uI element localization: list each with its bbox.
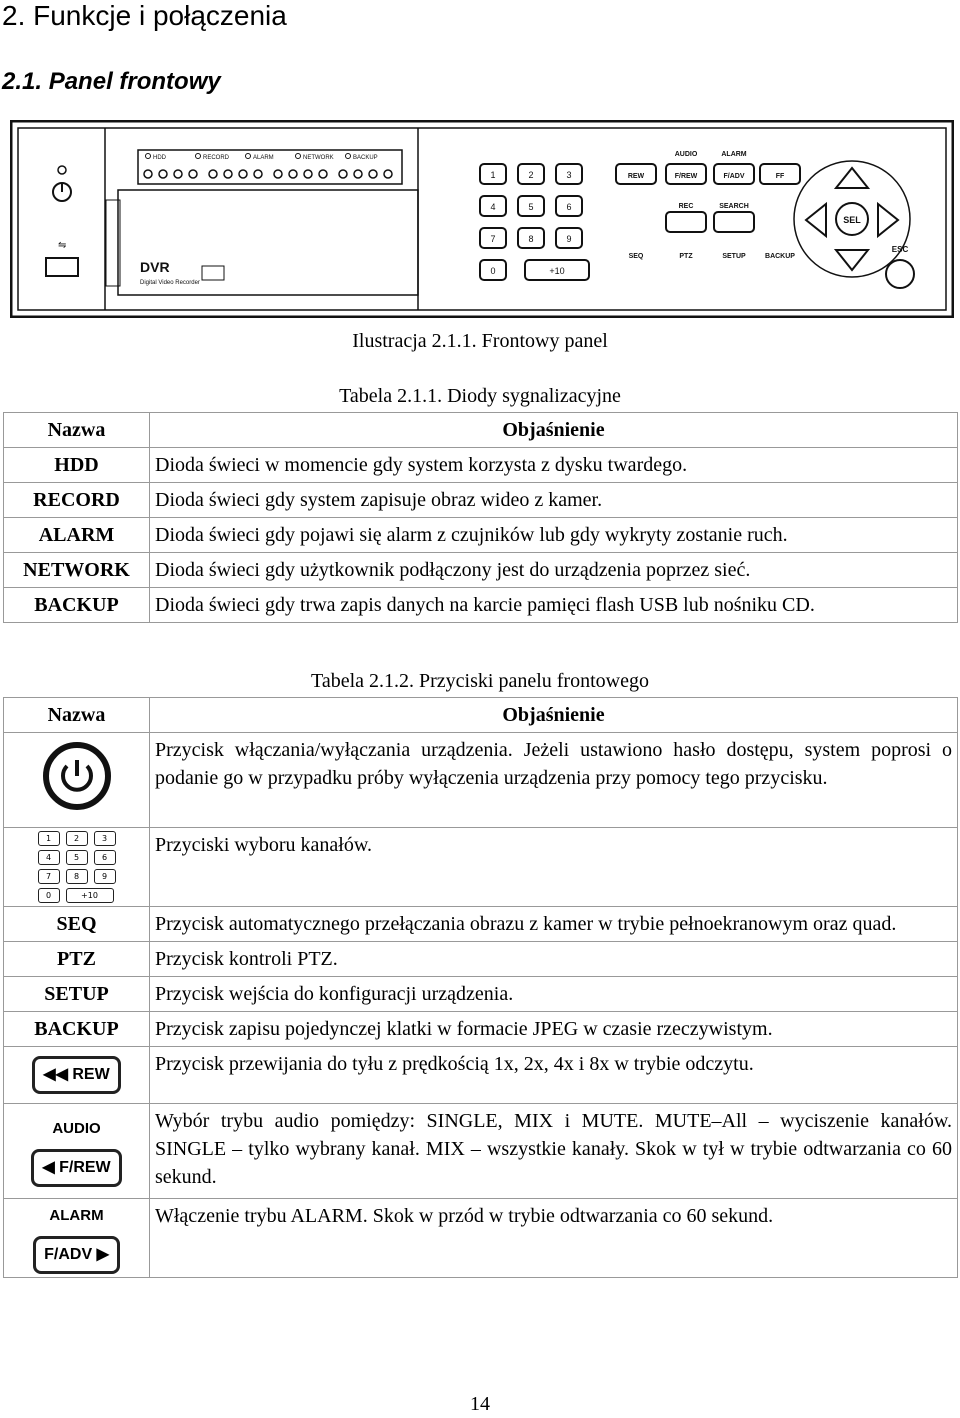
row-desc: Dioda świeci gdy użytkownik podłączony jest do urządzenia poprzez sieć. bbox=[150, 553, 958, 588]
channel-key-label: 7 bbox=[490, 234, 496, 244]
channel-key-label: 8 bbox=[528, 234, 534, 244]
frew-label: F/REW bbox=[59, 1159, 111, 1176]
table-row bbox=[4, 1199, 958, 1278]
alarm-cell bbox=[4, 1199, 150, 1278]
row-desc: Przycisk zapisu pojedynczej klatki w formacie JPEG w czasie rzeczywistym. bbox=[150, 1012, 958, 1047]
fadv-label: F/ADV bbox=[44, 1246, 93, 1263]
audio-cell bbox=[4, 1104, 150, 1199]
table-row bbox=[4, 483, 958, 518]
row-desc: Włączenie trybu ALARM. Skok w przód w trybie odtwarzania co 60 sekund. bbox=[150, 1199, 958, 1278]
table-header-row bbox=[4, 698, 958, 733]
channel-key-label: 2 bbox=[528, 170, 534, 180]
keypad-key: +10 bbox=[66, 888, 114, 903]
svg-text:DVR: DVR bbox=[140, 259, 170, 275]
function-key-label: PTZ bbox=[679, 253, 693, 260]
channel-key-label: 6 bbox=[566, 202, 572, 212]
illustration-caption: Ilustracja 2.1.1. Frontowy panel bbox=[352, 330, 608, 352]
table-row bbox=[4, 1104, 958, 1199]
row-name: HDD bbox=[4, 448, 150, 483]
led-label: ALARM bbox=[253, 155, 274, 161]
row-desc: Dioda świeci gdy system zapisuje obraz wideo z kamer. bbox=[150, 483, 958, 518]
keypad-key: 8 bbox=[66, 869, 88, 884]
alarm-top-label: ALARM bbox=[721, 151, 747, 158]
rew-cell bbox=[4, 1047, 150, 1104]
svg-text:⇋: ⇋ bbox=[58, 240, 67, 251]
table1-caption: Tabela 2.1.1. Diody sygnalizacyjne bbox=[339, 385, 621, 407]
function-key-label: SEQ bbox=[628, 253, 644, 260]
front-panel-drawing bbox=[10, 120, 954, 318]
row-desc: Wybór trybu audio pomiędzy: SINGLE, MIX i MUTE. MUTE–All – wyciszenie kanałów. SINGLE – tylko wybrany kanał. MIX – wszystkie kanały. Skok w tył w trybie odtwarzania co 60 sekund. bbox=[150, 1104, 958, 1199]
row-desc: Przycisk kontroli PTZ. bbox=[150, 942, 958, 977]
function-key-label: F/ADV bbox=[723, 173, 745, 180]
audio-top-label: AUDIO bbox=[674, 151, 698, 158]
function-key-label: REW bbox=[627, 173, 645, 180]
buttons-table bbox=[3, 697, 958, 1278]
table-row bbox=[4, 828, 958, 907]
function-key bbox=[666, 212, 706, 232]
table-header-row bbox=[4, 413, 958, 448]
page-number: 14 bbox=[470, 1393, 490, 1415]
row-name: BACKUP bbox=[4, 1012, 150, 1047]
keypad-key: 1 bbox=[38, 831, 60, 846]
audio-label: AUDIO bbox=[52, 1120, 101, 1137]
led-label: RECORD bbox=[203, 155, 230, 161]
section-heading: 2.1. Panel frontowy bbox=[2, 68, 221, 95]
front-panel-illustration bbox=[10, 120, 954, 318]
led-table bbox=[3, 412, 958, 623]
row-desc: Przycisk przewijania do tyłu z prędkością 1x, 2x, 4x i 8x w trybie odczytu. bbox=[150, 1047, 958, 1104]
row-desc: Przyciski wyboru kanałów. bbox=[150, 828, 958, 907]
row-desc: Przycisk automatycznego przełączania obrazu z kamer w trybie pełnoekranowym oraz quad. bbox=[150, 907, 958, 942]
row-desc: Dioda świeci gdy trwa zapis danych na karcie pamięci flash USB lub nośniku CD. bbox=[150, 588, 958, 623]
table-row bbox=[4, 907, 958, 942]
table-row bbox=[4, 588, 958, 623]
svg-text:SEL: SEL bbox=[843, 215, 861, 225]
keypad-key: 9 bbox=[94, 869, 116, 884]
channel-key-label: 1 bbox=[490, 170, 496, 180]
row-name: RECORD bbox=[4, 483, 150, 518]
keypad-key: 0 bbox=[38, 888, 60, 903]
rew-button-icon: ◀◀ REW bbox=[32, 1056, 120, 1094]
row-name: SEQ bbox=[4, 907, 150, 942]
header-name: Nazwa bbox=[4, 698, 150, 733]
led-label: NETWORK bbox=[303, 155, 334, 161]
power-button-icon bbox=[42, 741, 112, 811]
led-label: HDD bbox=[153, 155, 166, 161]
header-desc: Objaśnienie bbox=[150, 413, 958, 448]
led-label: BACKUP bbox=[353, 155, 378, 161]
row-name: ALARM bbox=[4, 518, 150, 553]
channel-key-label: 9 bbox=[566, 234, 572, 244]
row-desc: Przycisk wejścia do konfiguracji urządzenia. bbox=[150, 977, 958, 1012]
table-row bbox=[4, 1012, 958, 1047]
function-key-label: REC bbox=[678, 203, 694, 210]
channel-key-label: 0 bbox=[490, 266, 496, 276]
power-button-cell bbox=[4, 733, 150, 828]
header-desc: Objaśnienie bbox=[150, 698, 958, 733]
function-key-label: SEARCH bbox=[719, 203, 749, 210]
row-name: BACKUP bbox=[4, 588, 150, 623]
row-name: NETWORK bbox=[4, 553, 150, 588]
row-name: PTZ bbox=[4, 942, 150, 977]
svg-text:Digital Video Recorder: Digital Video Recorder bbox=[140, 280, 200, 286]
function-key-label: F/REW bbox=[674, 173, 698, 180]
keypad-cell bbox=[4, 828, 150, 907]
keypad-key: 3 bbox=[94, 831, 116, 846]
function-key bbox=[714, 212, 754, 232]
table2-caption: Tabela 2.1.2. Przyciski panelu frontowego bbox=[311, 670, 649, 692]
table-row bbox=[4, 518, 958, 553]
channel-key-label: +10 bbox=[549, 266, 565, 276]
navigation-pad bbox=[794, 161, 910, 277]
keypad-key: 4 bbox=[38, 850, 60, 865]
svg-text:ESC: ESC bbox=[891, 245, 909, 254]
row-desc: Dioda świeci gdy pojawi się alarm z czujników lub gdy wykryty zostanie ruch. bbox=[150, 518, 958, 553]
keypad-key: 7 bbox=[38, 869, 60, 884]
page-heading: 2. Funkcje i połączenia bbox=[2, 0, 287, 31]
fadv-button-icon: F/ADV ▶ bbox=[33, 1236, 120, 1274]
header-name: Nazwa bbox=[4, 413, 150, 448]
table-row bbox=[4, 942, 958, 977]
table-row bbox=[4, 977, 958, 1012]
keypad-key: 6 bbox=[94, 850, 116, 865]
rew-label: REW bbox=[72, 1066, 110, 1083]
alarm-label: ALARM bbox=[49, 1207, 104, 1224]
frew-button-icon: ◀ F/REW bbox=[31, 1149, 121, 1187]
row-desc: Dioda świeci w momencie gdy system korzysta z dysku twardego. bbox=[150, 448, 958, 483]
channel-key-label: 3 bbox=[566, 170, 572, 180]
table-row bbox=[4, 1047, 958, 1104]
row-desc: Przycisk włączania/wyłączania urządzenia. Jeżeli ustawiono hasło dostępu, system poprosi o podanie go w przypadku próby wyłączenia urządzenia przy pomocy tego przycisku. bbox=[150, 733, 958, 828]
table-row bbox=[4, 553, 958, 588]
channel-key-label: 5 bbox=[528, 202, 534, 212]
table-row bbox=[4, 448, 958, 483]
channel-key-label: 4 bbox=[490, 202, 496, 212]
keypad-key: 5 bbox=[66, 850, 88, 865]
table-row bbox=[4, 733, 958, 828]
channel-keypad-icon bbox=[38, 831, 116, 903]
function-key-label: FF bbox=[775, 173, 785, 180]
keypad-key: 2 bbox=[66, 831, 88, 846]
function-key-label: BACKUP bbox=[765, 253, 795, 260]
row-name: SETUP bbox=[4, 977, 150, 1012]
function-key-label: SETUP bbox=[722, 253, 746, 260]
